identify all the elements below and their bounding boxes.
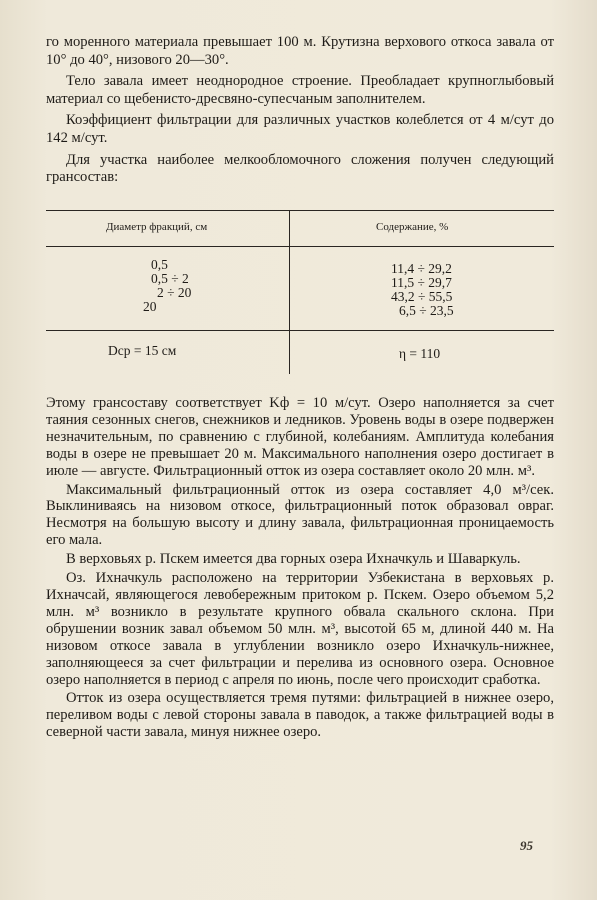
content-cell: 11,5 ÷ 29,7 bbox=[391, 275, 452, 290]
diameter-cell: 0,5 ÷ 2 bbox=[151, 271, 189, 286]
bottom-text-block bbox=[46, 395, 554, 743]
content-cell: 6,5 ÷ 23,5 bbox=[399, 303, 454, 318]
diameter-cell: 0,5 bbox=[151, 257, 168, 272]
top-text-block bbox=[46, 34, 554, 189]
paragraph: го моренного материала превышает 100 м. Крутизна верхового откоса завала от 10° до 40°, низового 20—30°. bbox=[46, 34, 554, 68]
table-top-rule bbox=[46, 210, 554, 211]
eta-value: η = 110 bbox=[399, 346, 441, 361]
paragraph: Коэффициент фильтрации для различных участков колеблется от 4 м/сут до 142 м/сут. bbox=[46, 112, 554, 146]
diameter-cell: 2 ÷ 20 bbox=[157, 285, 192, 300]
page-number: 95 bbox=[520, 838, 533, 853]
paragraph: Отток из озера осуществляется тремя путями: фильтрацией в нижнее озеро, переливом воды с левой стороны завала в паводок, а также фильтрацией воды в северной части завала, минуя нижнее озеро. bbox=[46, 690, 554, 741]
diameter-column bbox=[143, 257, 192, 314]
paragraph: Для участка наиболее мелкообломочного сложения получен следующий грансостав: bbox=[46, 151, 554, 186]
paragraph: Оз. Ихначкуль расположено на территории Узбекистана в верховьях р. Ихначсай, являющегося левобережным притоком р. Пскем. Озеро объемом 5,2 млн. м³ возникло в результате крупного обвала скального склона. При обрушении возник завал объемом 50 млн. м³, высотой 65 м, длиной 440 м. На низовом откосе завала в углублении возникло озеро Ихначкуль-нижнее, заполняющееся за счет фильтрации и перелива из основного озера. Основное озеро наполняется в период с апреля по июнь, после чего происходит сработка. bbox=[46, 570, 554, 688]
content-column bbox=[391, 262, 454, 318]
paragraph: В верховьях р. Пскем имеется два горных озера Ихначкуль и Шаваркуль. bbox=[66, 551, 521, 568]
table-column-divider bbox=[289, 210, 290, 374]
paragraph: Максимальный фильтрационный отток из озера составляет 4,0 м³/сек. Выклиниваясь на низовом откосе, фильтрационный поток образовал овраг. Несмотря на большую высоту и длину завала, фильтрационная проницаемость его мала. bbox=[46, 481, 554, 549]
content-cell: 11,4 ÷ 29,2 bbox=[391, 261, 452, 276]
paragraph: Тело завала имеет неоднородное строение. Преобладает крупноглыбовый материал со щебенисто-дресвяно-супесчаным заполнителем. bbox=[46, 73, 554, 107]
content-cell: 43,2 ÷ 55,5 bbox=[391, 289, 453, 304]
column-header-content: Содержание, % bbox=[376, 221, 449, 233]
column-header-diameter: Диаметр фракций, см bbox=[106, 221, 208, 233]
paragraph: Этому грансоставу соответствует Kф = 10 м/сут. Озеро наполняется за счет таяния сезонных снегов, снежников и ледников. Уровень воды в озере подвержен незначительным, по сравнению с глубиной, колебаниям. Амплитуда колебания воды в озере не превышает 20 м. Максимального наполнения озеро достигает в июле — августе. Фильтрационный отток из озера составляет около 20 млн. м³. bbox=[46, 395, 554, 479]
diameter-cell: 20 bbox=[143, 299, 157, 314]
table-header-rule bbox=[46, 246, 554, 247]
mean-diameter-value: Dср = 15 см bbox=[108, 343, 177, 358]
grain-size-table bbox=[46, 196, 554, 374]
table-footer-rule bbox=[46, 330, 554, 331]
